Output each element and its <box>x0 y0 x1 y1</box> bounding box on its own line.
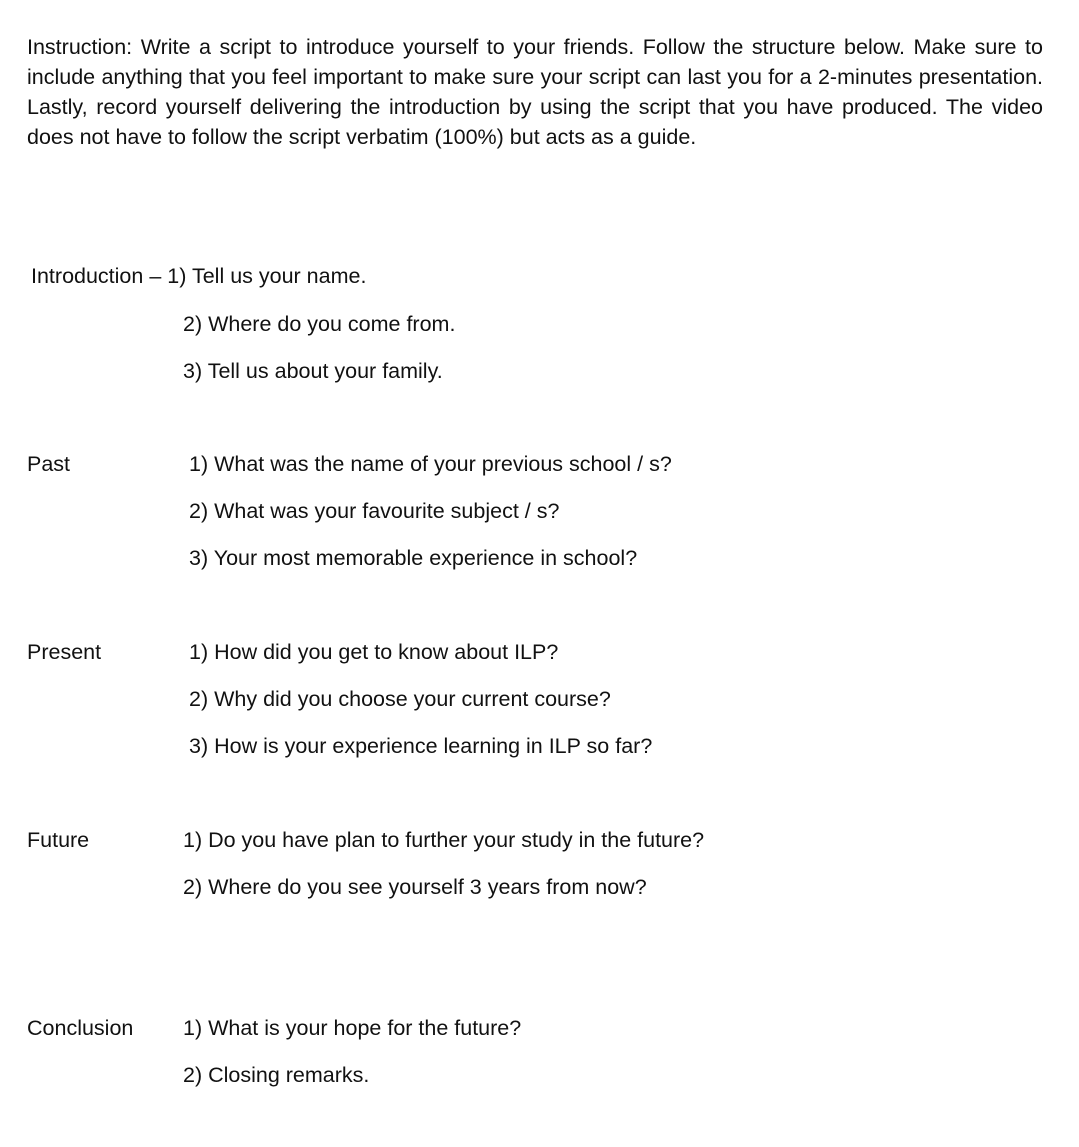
future-item-2: 2) Where do you see yourself 3 years from now? <box>183 875 647 899</box>
introduction-item-3: 3) Tell us about your family. <box>183 359 443 383</box>
instruction-paragraph: Instruction: Write a script to introduce yourself to your friends. Follow the structure below. Make sure to include anything that you feel important to make sure your script can last you for a 2-minutes presentation. Lastly, record yourself delivering the introduction by using the script that you have produced. The video does not have to follow the script verbatim (100%) but acts as a guide. <box>27 35 1043 149</box>
conclusion-item-1: 1) What is your hope for the future? <box>183 1016 522 1040</box>
future-item-1: 1) Do you have plan to further your study in the future? <box>183 828 705 852</box>
conclusion-label: Conclusion <box>27 1016 134 1040</box>
past-item-1: 1) What was the name of your previous school / s? <box>189 452 672 476</box>
present-item-2: 2) Why did you choose your current course? <box>189 687 611 711</box>
conclusion-item-2: 2) Closing remarks. <box>183 1063 370 1087</box>
past-item-3: 3) Your most memorable experience in school? <box>189 546 638 570</box>
introduction-label: Introduction – 1) Tell us your name. <box>31 264 367 288</box>
present-item-1: 1) How did you get to know about ILP? <box>189 640 559 664</box>
past-label: Past <box>27 452 71 476</box>
past-item-2: 2) What was your favourite subject / s? <box>189 499 560 523</box>
future-label: Future <box>27 828 90 852</box>
present-item-3: 3) How is your experience learning in ILP so far? <box>189 734 653 758</box>
introduction-item-2: 2) Where do you come from. <box>183 312 456 336</box>
present-label: Present <box>27 640 102 664</box>
